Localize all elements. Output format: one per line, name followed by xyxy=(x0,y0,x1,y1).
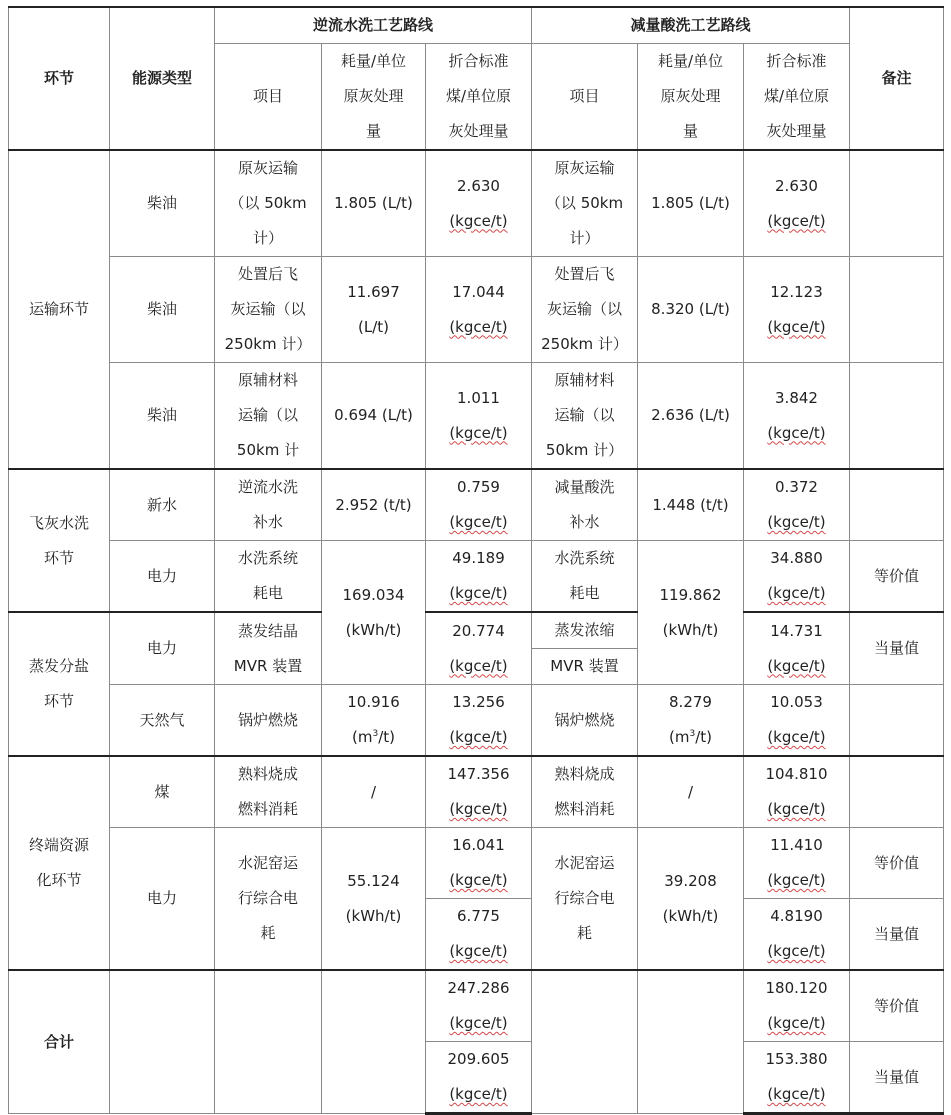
group-terminal: 终端资源 化环节 xyxy=(9,756,110,970)
remark-cell: 等价值 xyxy=(850,828,944,899)
b-consumption: 8.320 (L/t) xyxy=(638,257,744,363)
b-item: 原辅材料 运输（以 50km 计） xyxy=(532,363,638,470)
a-coal: 16.041 (kgce/t) xyxy=(426,828,532,899)
a-coal: 147.356 (kgce/t) xyxy=(426,756,532,828)
b-item: 原灰运输 （以 50km 计） xyxy=(532,150,638,257)
b-consumption: 1.805 (L/t) xyxy=(638,150,744,257)
b-item: 熟料烧成 燃料消耗 xyxy=(532,756,638,828)
b-consumption: / xyxy=(638,756,744,828)
a-coal: 17.044 (kgce/t) xyxy=(426,257,532,363)
group-transport: 运输环节 xyxy=(9,150,110,469)
table-row xyxy=(9,363,944,470)
b-consumption: 1.448 (t/t) xyxy=(638,469,744,541)
a-consumption: 10.916 $(m^3/t)$ xyxy=(322,685,426,757)
b-coal-total: 180.120 (kgce/t) xyxy=(744,970,850,1042)
a-consumption: / xyxy=(322,756,426,828)
a-item: 蒸发结晶 MVR 装置 xyxy=(215,612,322,685)
b-item: 水洗系统 耗电 xyxy=(532,541,638,613)
energy-cell: 煤 xyxy=(110,756,215,828)
b-item: 减量酸洗 补水 xyxy=(532,469,638,541)
b-consumption: 39.208 (kWh/t) xyxy=(638,828,744,971)
a-item: 锅炉燃烧 xyxy=(215,685,322,757)
a-item: 原辅材料 运输（以 50km 计 xyxy=(215,363,322,470)
remark-cell: 等价值 xyxy=(850,970,944,1042)
header-b-item: 项目 xyxy=(532,44,638,151)
b-coal: 104.810 (kgce/t) xyxy=(744,756,850,828)
b-item: 处置后飞 灰运输（以 250km 计） xyxy=(532,257,638,363)
header-a-coal: 折合标准 煤/单位原 灰处理量 xyxy=(426,44,532,151)
a-coal: 2.630 (kgce/t) xyxy=(426,150,532,257)
a-coal-total: 247.286 (kgce/t) xyxy=(426,970,532,1042)
energy-cell: 柴油 xyxy=(110,150,215,257)
energy-cell: 新水 xyxy=(110,469,215,541)
group-washing: 飞灰水洗 环节 xyxy=(9,469,110,612)
b-item: MVR 装置 xyxy=(532,649,638,685)
remark-cell: 当量值 xyxy=(850,899,944,971)
remark-cell xyxy=(850,756,944,828)
total-row xyxy=(9,970,944,1042)
a-coal: 0.759 (kgce/t) xyxy=(426,469,532,541)
b-item: 蒸发浓缩 xyxy=(532,612,638,649)
b-coal: 4.8190 (kgce/t) xyxy=(744,899,850,971)
a-coal: 49.189 (kgce/t) xyxy=(426,541,532,613)
table-row xyxy=(9,541,944,613)
energy-cell: 天然气 xyxy=(110,685,215,757)
group-total: 合计 xyxy=(9,970,110,1114)
remark-cell xyxy=(850,150,944,257)
b-consumption: 2.636 (L/t) xyxy=(638,363,744,470)
b-coal: 11.410 (kgce/t) xyxy=(744,828,850,899)
a-consumption: 55.124 (kWh/t) xyxy=(322,828,426,971)
table-row xyxy=(9,469,944,541)
header-b-coal: 折合标准 煤/单位原 灰处理量 xyxy=(744,44,850,151)
empty-cell xyxy=(532,970,638,1114)
a-coal: 20.774 (kgce/t) xyxy=(426,612,532,685)
remark-cell: 当量值 xyxy=(850,1042,944,1114)
a-coal: 13.256 (kgce/t) xyxy=(426,685,532,757)
b-coal: 34.880 (kgce/t) xyxy=(744,541,850,613)
b-consumption: 119.862 (kWh/t) xyxy=(638,541,744,685)
energy-cell: 电力 xyxy=(110,828,215,971)
b-coal: 2.630 (kgce/t) xyxy=(744,150,850,257)
table-row xyxy=(9,756,944,828)
energy-cell: 电力 xyxy=(110,541,215,613)
header-remark: 备注 xyxy=(850,7,944,150)
energy-cell: 柴油 xyxy=(110,363,215,470)
empty-cell xyxy=(638,970,744,1114)
a-consumption: 11.697 (L/t) xyxy=(322,257,426,363)
b-coal: 12.123 (kgce/t) xyxy=(744,257,850,363)
group-evaporation: 蒸发分盐 环节 xyxy=(9,612,110,756)
header-row xyxy=(9,7,944,44)
header-route-b: 减量酸洗工艺路线 xyxy=(532,7,850,44)
b-consumption: 8.279 $(m^3/t)$ xyxy=(638,685,744,757)
remark-cell xyxy=(850,469,944,541)
header-segment: 环节 xyxy=(9,7,110,150)
header-b-consumption: 耗量/单位 原灰处理 量 xyxy=(638,44,744,151)
header-route-a: 逆流水洗工艺路线 xyxy=(215,7,532,44)
b-coal: 3.842 (kgce/t) xyxy=(744,363,850,470)
a-consumption: 0.694 (L/t) xyxy=(322,363,426,470)
a-item: 原灰运输 （以 50km 计） xyxy=(215,150,322,257)
table-row xyxy=(9,257,944,363)
remark-cell xyxy=(850,685,944,757)
a-item: 熟料烧成 燃料消耗 xyxy=(215,756,322,828)
remark-cell xyxy=(850,363,944,470)
table-row xyxy=(9,828,944,899)
header-a-consumption: 耗量/单位 原灰处理 量 xyxy=(322,44,426,151)
a-item: 逆流水洗 补水 xyxy=(215,469,322,541)
a-consumption: 1.805 (L/t) xyxy=(322,150,426,257)
b-item: 水泥窑运 行综合电 耗 xyxy=(532,828,638,971)
remark-cell: 当量值 xyxy=(850,612,944,685)
a-coal-total: 209.605 (kgce/t) xyxy=(426,1042,532,1114)
remark-cell xyxy=(850,257,944,363)
a-coal: 6.775 (kgce/t) xyxy=(426,899,532,971)
a-consumption: 2.952 (t/t) xyxy=(322,469,426,541)
remark-cell: 等价值 xyxy=(850,541,944,613)
a-coal: 1.011 (kgce/t) xyxy=(426,363,532,470)
header-a-item: 项目 xyxy=(215,44,322,151)
empty-cell xyxy=(110,970,215,1114)
table-row xyxy=(9,612,944,649)
a-item: 处置后飞 灰运输（以 250km 计） xyxy=(215,257,322,363)
empty-cell xyxy=(215,970,322,1114)
b-coal: 10.053 (kgce/t) xyxy=(744,685,850,757)
empty-cell xyxy=(322,970,426,1114)
table-row xyxy=(9,150,944,257)
b-coal: 0.372 (kgce/t) xyxy=(744,469,850,541)
a-item: 水泥窑运 行综合电 耗 xyxy=(215,828,322,971)
a-item: 水洗系统 耗电 xyxy=(215,541,322,613)
header-energy-type: 能源类型 xyxy=(110,7,215,150)
b-coal-total: 153.380 (kgce/t) xyxy=(744,1042,850,1114)
energy-cell: 柴油 xyxy=(110,257,215,363)
b-coal: 14.731 (kgce/t) xyxy=(744,612,850,685)
energy-consumption-table xyxy=(8,6,944,1115)
table-row xyxy=(9,685,944,757)
a-consumption: 169.034 (kWh/t) xyxy=(322,541,426,685)
b-item: 锅炉燃烧 xyxy=(532,685,638,757)
energy-cell: 电力 xyxy=(110,612,215,685)
